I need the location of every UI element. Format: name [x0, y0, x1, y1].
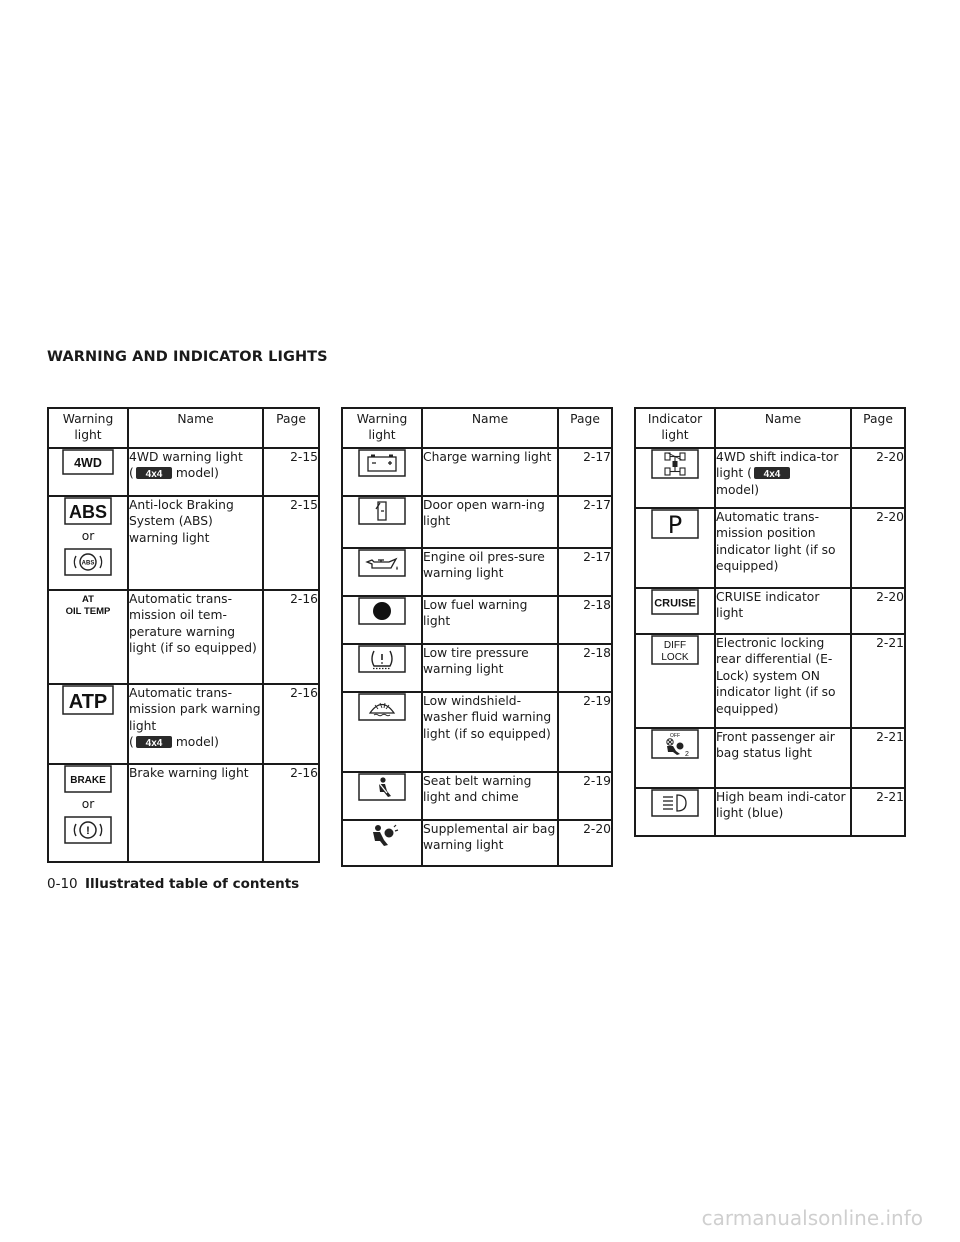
- svg-text:ABS: ABS: [81, 560, 95, 567]
- table-row: [48, 764, 319, 862]
- 4x4-badge-icon: [136, 736, 172, 748]
- page-number: 0-10: [47, 876, 78, 892]
- indicator-lights-table: [634, 407, 906, 837]
- row-name: Door open warn-ing light: [422, 496, 558, 548]
- table-row: ATP Automatic trans-mission park warning light ( 4x4 model) 2-16: [48, 684, 319, 764]
- brake-icon: [64, 765, 112, 793]
- svg-text:LOCK: LOCK: [661, 652, 689, 663]
- abs-circle-icon: [64, 548, 112, 576]
- row-name: CRUISE indicator light: [715, 588, 851, 634]
- atp-icon: [62, 685, 114, 715]
- table-row: [342, 548, 612, 596]
- row-page: 2-19: [558, 692, 612, 772]
- table-header-row: [342, 408, 612, 448]
- row-name: Automatic trans-mission oil tem-perature warning light (if so equipped): [128, 590, 263, 684]
- row-page: 2-17: [558, 448, 612, 496]
- row-page: 2-19: [558, 772, 612, 820]
- 4wd-warning-icon: [62, 449, 114, 475]
- 4x4-badge-icon: [754, 467, 790, 479]
- table-row: [635, 508, 905, 588]
- door-open-icon: [358, 497, 406, 525]
- svg-text:DIFF: DIFF: [663, 640, 687, 651]
- svg-text:CRUISE: CRUISE: [654, 597, 696, 610]
- row-name: Low windshield-washer fluid warning light (if so equipped): [422, 692, 558, 772]
- section-title: WARNING AND INDICATOR LIGHTS: [47, 349, 328, 365]
- row-page: 2-21: [851, 788, 905, 836]
- row-name: Supplemental air bag warning light: [422, 820, 558, 866]
- row-name: High beam indi-cator light (blue): [715, 788, 851, 836]
- table-row: [342, 772, 612, 820]
- battery-icon: [358, 449, 406, 477]
- or-label: or: [81, 797, 95, 811]
- row-name: Low fuel warning light: [422, 596, 558, 644]
- header-name: Name: [715, 408, 851, 448]
- row-name: 4WD warning light: [129, 450, 243, 464]
- row-page: 2-16: [263, 684, 319, 764]
- row-name: Brake warning light: [128, 764, 263, 862]
- table-row: [635, 728, 905, 788]
- row-page: 2-16: [263, 590, 319, 684]
- header-indicator-light: Indicator light: [635, 408, 715, 448]
- row-page: 2-20: [851, 448, 905, 508]
- table-row: [635, 588, 905, 634]
- svg-text:4x4: 4x4: [763, 469, 781, 480]
- table-row: 4WD 4WD warning light ( 4x4 model) 2-15: [48, 448, 319, 496]
- row-name: 4WD shift indica-tor light (: [716, 450, 839, 481]
- row-page: 2-15: [263, 496, 319, 590]
- table-header-row: [635, 408, 905, 448]
- row-page: 2-20: [851, 508, 905, 588]
- row-page: 2-18: [558, 644, 612, 692]
- row-page: 2-20: [558, 820, 612, 866]
- header-warning-light: Warning light: [342, 408, 422, 448]
- row-page: 2-18: [558, 596, 612, 644]
- svg-text:!: !: [86, 825, 90, 837]
- row-page: 2-21: [851, 728, 905, 788]
- row-page: 2-16: [263, 764, 319, 862]
- row-page: 2-15: [263, 448, 319, 496]
- table-header-row: [48, 408, 319, 448]
- header-name: Name: [422, 408, 558, 448]
- washer-fluid-icon: [358, 693, 406, 721]
- warning-lights-table-2: [341, 407, 613, 867]
- svg-text:4WD: 4WD: [74, 456, 102, 470]
- table-row: [342, 448, 612, 496]
- table-row: [635, 634, 905, 728]
- svg-text:ATP: ATP: [68, 691, 108, 713]
- header-name: Name: [128, 408, 263, 448]
- row-name: Charge warning light: [422, 448, 558, 496]
- table-row: [342, 496, 612, 548]
- row-name: Automatic trans-mission position indicator light (if so equipped): [715, 508, 851, 588]
- svg-text:OIL TEMP: OIL TEMP: [65, 606, 111, 617]
- svg-text:4x4: 4x4: [145, 469, 163, 480]
- table-row: [48, 590, 319, 684]
- table-row: [342, 596, 612, 644]
- row-page: 2-17: [558, 548, 612, 596]
- table-row: [48, 496, 319, 590]
- 4wd-shift-icon: [651, 449, 699, 479]
- row-name: Anti-lock Braking System (ABS) warning light: [128, 496, 263, 590]
- abs-icon: [64, 497, 112, 525]
- seat-belt-icon: [358, 773, 406, 801]
- cruise-icon: [651, 589, 699, 615]
- svg-text:2: 2: [685, 751, 689, 758]
- or-label: or: [81, 529, 95, 543]
- table-row: 4WD shift indica-tor light ( 4x4 model) 2-20: [635, 448, 905, 508]
- at-oil-temp-icon: [64, 591, 112, 619]
- table-row: [342, 820, 612, 866]
- airbag-icon: [358, 821, 406, 849]
- table-row: [635, 788, 905, 836]
- svg-text:P: P: [667, 511, 683, 539]
- row-page: 2-17: [558, 496, 612, 548]
- svg-text:AT: AT: [82, 594, 94, 605]
- table-row: [342, 644, 612, 692]
- svg-text:4x4: 4x4: [145, 738, 163, 749]
- footer-title: Illustrated table of contents: [84, 876, 300, 892]
- svg-text:BRAKE: BRAKE: [70, 775, 106, 786]
- header-page: Page: [263, 408, 319, 448]
- row-name: Automatic trans-mission park warning light: [129, 686, 261, 733]
- 4x4-badge-icon: [136, 467, 172, 479]
- row-name: Electronic locking rear differential (E-Lock) system ON indicator light (if so equipped): [715, 634, 851, 728]
- park-p-icon: [651, 509, 699, 539]
- oil-can-icon: [358, 549, 406, 577]
- page-footer: [47, 876, 299, 892]
- row-name: Low tire pressure warning light: [422, 644, 558, 692]
- tire-pressure-icon: [358, 645, 406, 673]
- table-row: [342, 692, 612, 772]
- row-page: 2-21: [851, 634, 905, 728]
- warning-lights-table-1: [47, 407, 320, 863]
- svg-text:OFF: OFF: [670, 733, 680, 739]
- brake-circle-icon: [64, 816, 112, 844]
- row-page: 2-20: [851, 588, 905, 634]
- header-page: Page: [851, 408, 905, 448]
- fuel-dot-icon: [358, 597, 406, 625]
- diff-lock-icon: [651, 635, 699, 665]
- row-name: Seat belt warning light and chime: [422, 772, 558, 820]
- watermark: carmanualsonline.info: [701, 1206, 923, 1230]
- header-page: Page: [558, 408, 612, 448]
- header-warning-light: Warning light: [48, 408, 128, 448]
- row-name: Engine oil pres-sure warning light: [422, 548, 558, 596]
- svg-text:ABS: ABS: [68, 502, 108, 522]
- high-beam-icon: [651, 789, 699, 817]
- row-name: Front passenger air bag status light: [715, 728, 851, 788]
- passenger-airbag-off-icon: [651, 729, 699, 759]
